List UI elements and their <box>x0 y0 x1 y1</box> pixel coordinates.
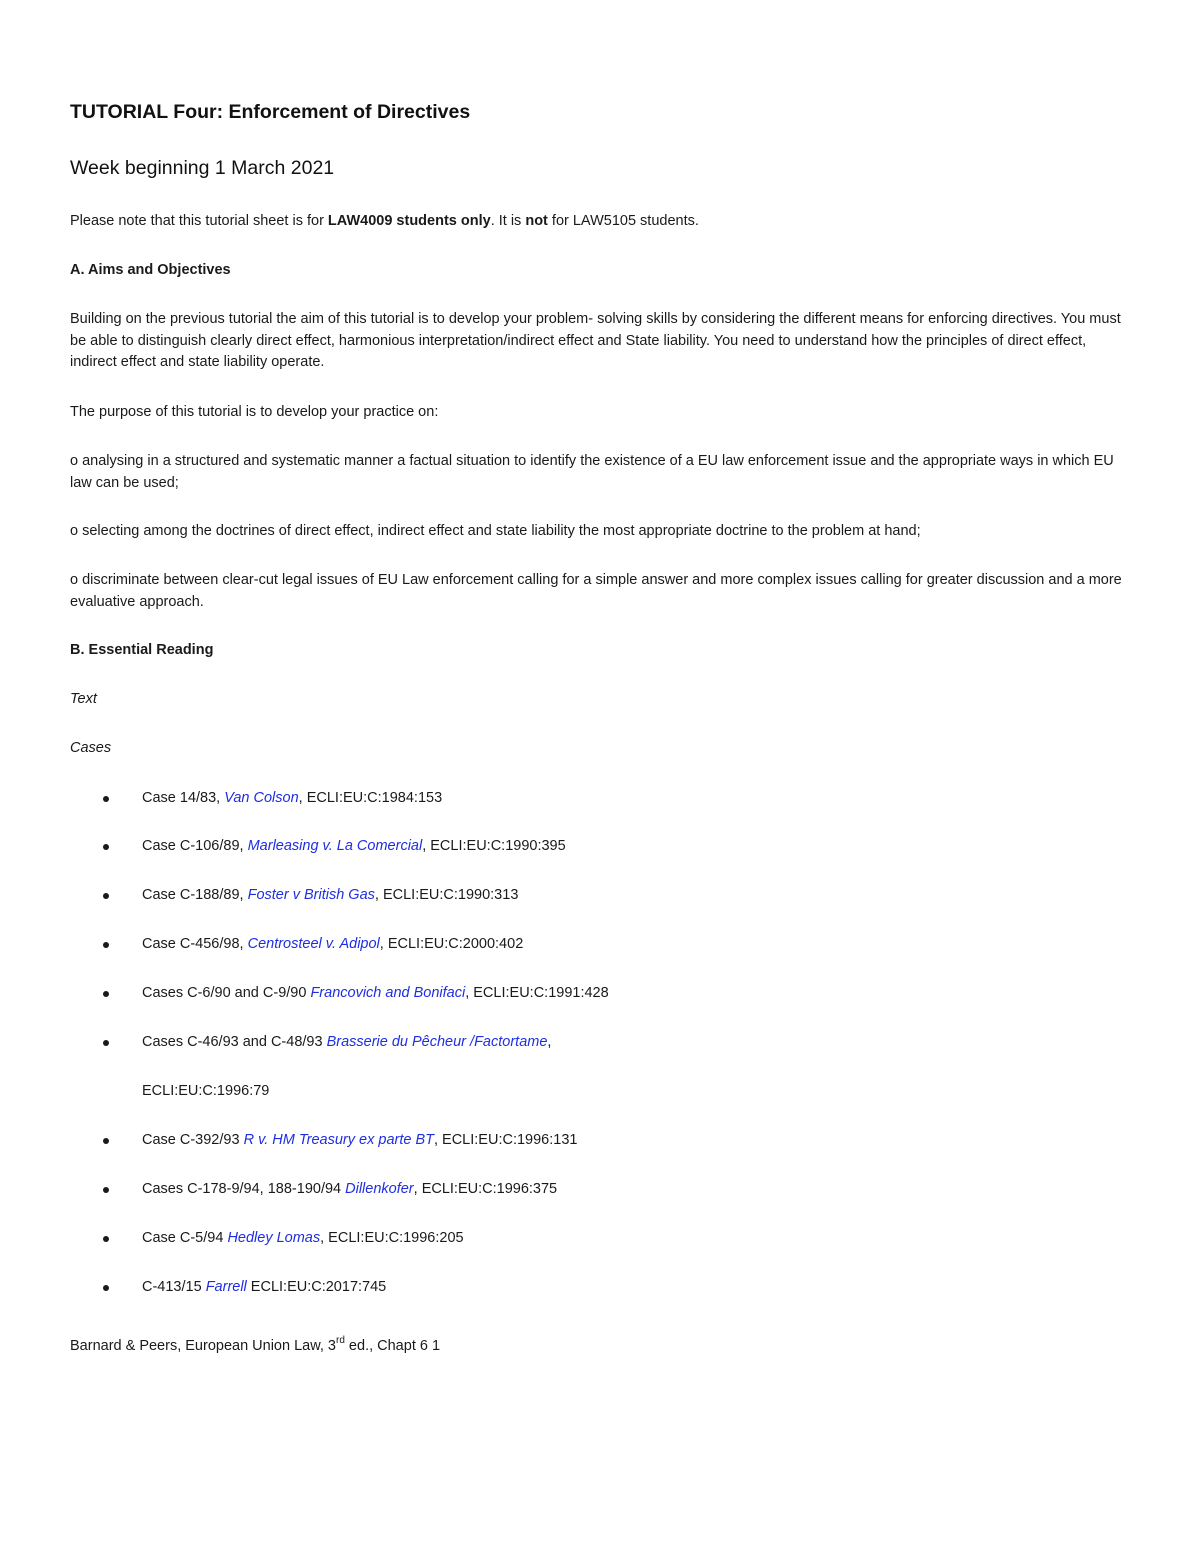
case-number: Case C-106/89, <box>142 838 248 854</box>
bullet-icon <box>103 991 109 997</box>
objective-point: o analysing in a structured and systematic manner a factual situation to identify the existence of a EU law enforcement issue and the appropriate ways in which EU law can be used; <box>70 453 1114 491</box>
case-ecli: , ECLI:EU:C:1984:153 <box>298 790 443 806</box>
bullet-icon <box>103 1138 109 1144</box>
case-item <box>142 1179 557 1201</box>
section-a-heading: A. Aims and Objectives <box>70 262 231 278</box>
case-ecli: , ECLI:EU:C:1996:131 <box>433 1132 578 1148</box>
citation-text-end: ed., Chapt 6 1 <box>344 1338 441 1354</box>
case-link[interactable]: Van Colson <box>224 790 299 806</box>
case-number: C-413/15 <box>142 1279 206 1295</box>
case-link[interactable]: Centrosteel v. Adipol <box>247 936 380 952</box>
textbook-citation <box>70 1336 440 1358</box>
document-title: TUTORIAL Four: Enforcement of Directives <box>70 101 471 123</box>
bullet-icon <box>103 1040 109 1046</box>
case-ecli: , ECLI:EU:C:1991:428 <box>465 985 609 1001</box>
case-item <box>142 836 566 858</box>
bullet-icon <box>103 1236 109 1242</box>
case-item <box>142 788 442 810</box>
objective-point: o selecting among the doctrines of direct effect, indirect effect and state liability the most appropriate doctrine to the problem at hand; <box>70 523 921 539</box>
case-ecli: , ECLI:EU:C:2000:402 <box>379 936 524 952</box>
case-ecli: ECLI:EU:C:2017:745 <box>246 1279 387 1295</box>
objective-point: o discriminate between clear-cut legal issues of EU Law enforcement calling for a simple answer and more complex issues calling for greater discussion and a more evaluative approach. <box>70 572 1122 610</box>
case-item-continuation: ECLI:EU:C:1996:79 <box>142 1083 270 1099</box>
case-link[interactable]: Francovich and Bonifaci <box>310 985 466 1001</box>
case-ecli: , ECLI:EU:C:1996:205 <box>320 1230 464 1246</box>
note-course-code: LAW4009 students only <box>327 213 491 229</box>
note-text-2: . It is <box>490 213 526 229</box>
case-item <box>142 1130 577 1152</box>
case-number: Cases C-178-9/94, 188-190/94 <box>142 1181 346 1197</box>
case-link[interactable]: Marleasing v. La Comercial <box>247 838 423 854</box>
case-link[interactable]: Hedley Lomas <box>227 1230 321 1246</box>
case-number: Cases C-6/90 and C-9/90 <box>142 985 311 1001</box>
section-a-intro: Building on the previous tutorial the aim of this tutorial is to develop your problem- solving skills by considering the different means for enforcing directives. You must be able to distinguish clearly direct effect, harmonious interpretation/indirect effect and State liability. You need to understand how the principles of direct effect, indirect effect and state liability operate. <box>70 311 1121 370</box>
case-number: Case C-188/89, <box>142 887 248 903</box>
text-label: Text <box>70 691 97 707</box>
case-number: Case 14/83, <box>142 790 225 806</box>
case-item <box>142 1228 464 1250</box>
case-link[interactable]: Brasserie du Pêcheur /Factortame <box>326 1034 548 1050</box>
case-link[interactable]: R v. HM Treasury ex parte BT <box>243 1132 434 1148</box>
case-link[interactable]: Dillenkofer <box>345 1181 414 1197</box>
case-ecli: , ECLI:EU:C:1990:313 <box>374 887 519 903</box>
case-link[interactable]: Foster v British Gas <box>247 887 375 903</box>
week-subtitle: Week beginning 1 March 2021 <box>70 157 335 179</box>
case-number: Case C-392/93 <box>142 1132 244 1148</box>
note-text-1: Please note that this tutorial sheet is for <box>70 213 328 229</box>
note-emphasis: not <box>525 213 548 229</box>
citation-text: Barnard & Peers, European Union Law, 3 <box>70 1338 336 1354</box>
bullet-icon <box>103 893 109 899</box>
bullet-icon <box>103 844 109 850</box>
purpose-text: The purpose of this tutorial is to develop your practice on: <box>70 404 439 420</box>
bullet-icon <box>103 942 109 948</box>
citation-superscript: rd <box>336 1335 345 1346</box>
case-item <box>142 934 523 956</box>
case-item <box>142 1277 386 1299</box>
case-ecli: , ECLI:EU:C:1996:375 <box>413 1181 558 1197</box>
cases-label: Cases <box>70 740 112 756</box>
bullet-icon <box>103 796 109 802</box>
section-b-heading: B. Essential Reading <box>70 642 214 658</box>
case-item <box>142 983 609 1005</box>
case-link[interactable]: Farrell <box>205 1279 247 1295</box>
bullet-icon <box>103 1285 109 1291</box>
case-item <box>142 1032 551 1054</box>
case-number: Case C-5/94 <box>142 1230 228 1246</box>
case-ecli: , ECLI:EU:C:1990:395 <box>422 838 566 854</box>
case-number: Cases C-46/93 and C-48/93 <box>142 1034 327 1050</box>
case-number: Case C-456/98, <box>142 936 248 952</box>
note-text-3: for LAW5105 students. <box>547 213 699 229</box>
case-ecli: , <box>547 1034 552 1050</box>
bullet-icon <box>103 1187 109 1193</box>
audience-note <box>70 211 699 233</box>
case-item <box>142 885 518 907</box>
